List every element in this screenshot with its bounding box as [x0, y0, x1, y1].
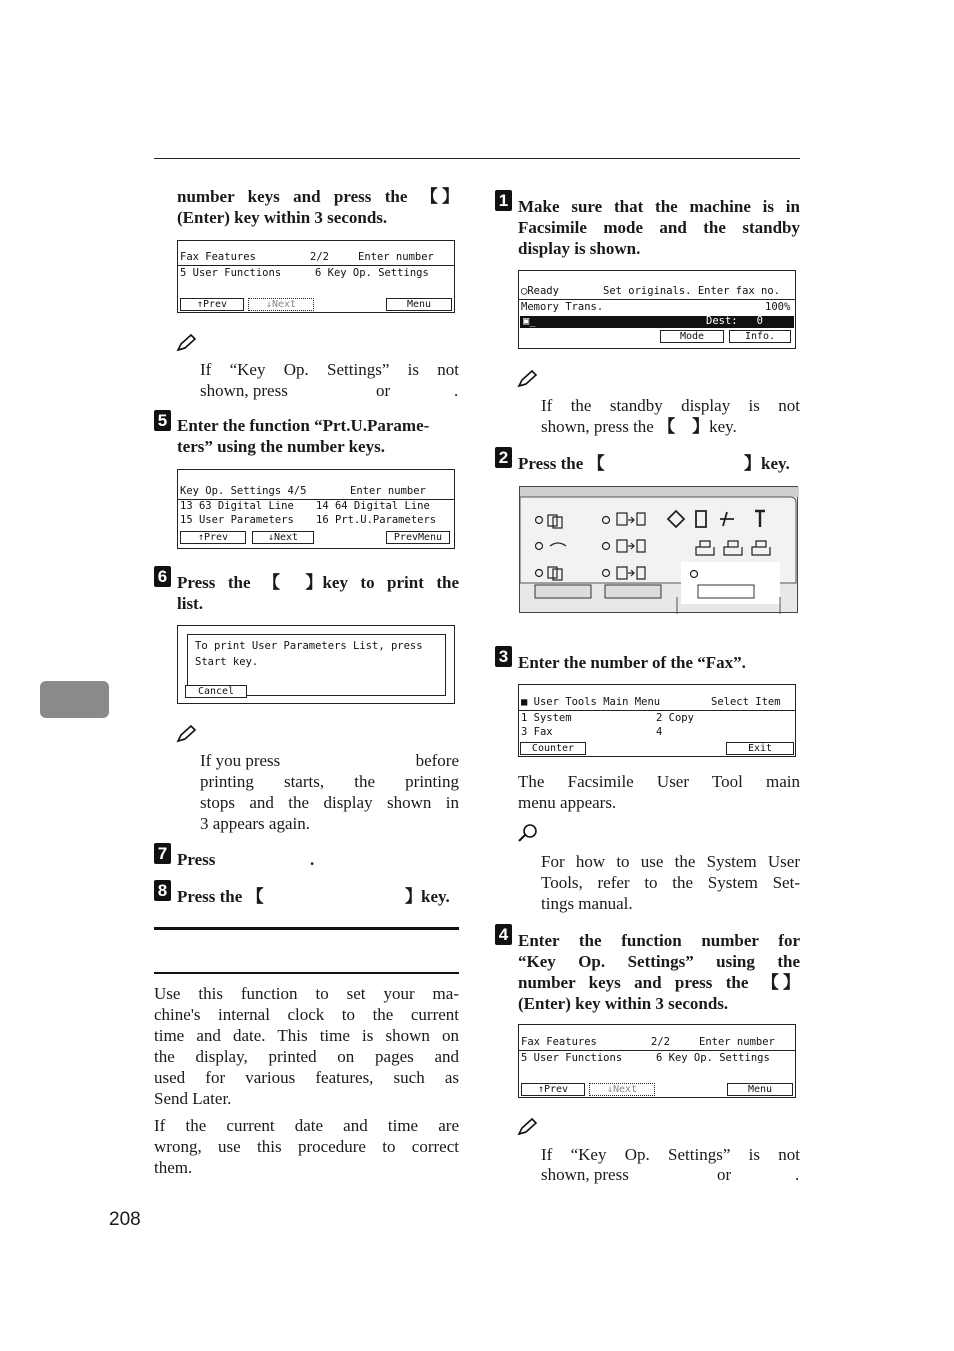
step4-line1: Enter the function number for [518, 931, 800, 950]
step-3-number: 3 [495, 646, 512, 667]
lcd-prompt: Enter number [699, 1036, 775, 1048]
fax-destination-icon: ▣_ [523, 315, 536, 327]
lcd-row2a: 15 User Parameters [180, 514, 294, 526]
step2-text: Press the 【 】 key. [518, 454, 790, 473]
section-para-1: Use this function to set your ma- chine's internal clock to the current time and date. This time is shown on the display, printed on pages and used for various features, such as Send Later. [154, 984, 459, 1108]
note-pencil-icon [517, 369, 539, 389]
lcd-row1b: 14 64 Digital Line [316, 500, 430, 512]
lcd-line-a: 5 User Functions [521, 1052, 623, 1064]
step4-line3: number keys and press the 【 】 [518, 973, 800, 992]
lcd-cancel-button[interactable]: Cancel [185, 685, 247, 698]
lcd-print-line2: Start key. [195, 656, 259, 668]
lcd-line-b: 6 Key Op. Settings [315, 267, 429, 279]
lcd-line-a: 5 User Functions [180, 267, 282, 279]
lcd-r2a: 3 Fax [521, 726, 553, 738]
lcd-prompt: Enter number [358, 251, 434, 263]
step-4-number: 4 [495, 924, 512, 945]
ready-circle-icon: ◯ [521, 285, 528, 297]
lcd-prev-button[interactable]: ↑Prev [521, 1083, 585, 1096]
lcd-prevmenu-button[interactable]: PrevMenu [386, 531, 450, 544]
note-pencil-icon [176, 333, 198, 353]
lcd-page: 2/2 [310, 251, 329, 263]
step4-line2: “Key Op. Settings” using the [518, 952, 800, 971]
note-pencil-icon [517, 1117, 539, 1137]
intro-line-1: number keys and press the 【 】 [177, 187, 459, 206]
lcd-info-button[interactable]: Info. [729, 330, 791, 343]
step6-line1: Press the 【 】key to print the [177, 573, 459, 592]
step-5-number: 5 [154, 410, 171, 431]
lcd-memory-trans: Memory Trans. [521, 301, 604, 313]
lcd-prev-button[interactable]: ↑Prev [180, 531, 246, 544]
lcd-dest: Dest: 0 [706, 315, 763, 327]
note3-line2: shown, press the 【 】key. [541, 417, 737, 436]
lcd-fax-features-right [518, 1024, 796, 1098]
note4-line1: If “Key Op. Settings” is not [541, 1145, 800, 1164]
after-step3-para: The Facsimile User Tool main menu appears. [518, 772, 800, 812]
lcd-fax-features-left [177, 240, 455, 313]
lcd-set-originals: Set originals. Enter fax no. [603, 285, 781, 297]
step-7-number: 7 [154, 843, 171, 864]
lcd-user-tools-menu: ■ User Tools Main Menu Select Item 1 System 2 Copy 3 Fax 4 Counter Exit [518, 684, 796, 757]
note2-line1: If you press before [200, 751, 459, 770]
note2-line2: printing starts, the printing [200, 772, 459, 791]
lcd-r1b: 2 Copy [656, 712, 694, 724]
lcd-select-item: Select Item [711, 696, 781, 708]
lcd-exit-button[interactable]: Exit [726, 742, 794, 755]
lcd-line-b: 6 Key Op. Settings [656, 1052, 770, 1064]
lcd-title: Fax Features [521, 1036, 597, 1048]
lcd-title: Fax Features [180, 251, 256, 263]
menu-square-icon: ■ [521, 696, 528, 708]
lcd-page: 2/2 [651, 1036, 670, 1048]
step8-text: Press the 【 】 key. [177, 887, 450, 906]
header-rule [154, 158, 800, 159]
step1-line3: display is shown. [518, 239, 641, 258]
step-2-number: 2 [495, 447, 512, 468]
note4-line2: shown, press or . [541, 1165, 800, 1184]
lcd-menu-button[interactable]: Menu [386, 298, 452, 311]
step5-line2: ters” using the number keys. [177, 437, 385, 456]
note2-line4: 3 appears again. [200, 814, 310, 833]
lcd-next-button[interactable]: ↓Next [248, 298, 314, 311]
lcd-print-line1: To print User Parameters List, press [195, 640, 423, 652]
note-pencil-icon [176, 724, 198, 744]
step7-text: Press . [177, 850, 315, 869]
control-panel-illustration [519, 486, 798, 613]
lcd-menu-button[interactable]: Menu [727, 1083, 793, 1096]
reference-magnifier-icon [517, 823, 539, 843]
lcd-standby: ◯Ready Set originals. Enter fax no. Memory Trans. 100% ▣_ Dest: 0 Mode Info. [518, 270, 796, 349]
page-number: 208 [109, 1209, 141, 1230]
lcd-print-list [177, 625, 455, 704]
step5-line1: Enter the function “Prt.U.Parame- [177, 416, 430, 435]
lcd-prompt: Enter number [350, 485, 426, 497]
note2-line3: stops and the display shown in [200, 793, 459, 812]
section-rule-top [154, 927, 459, 930]
lcd-percent: 100% [765, 301, 791, 313]
step-1-number: 1 [495, 190, 512, 211]
lcd-row1a: 13 63 Digital Line [180, 500, 294, 512]
lcd-prev-button[interactable]: ↑Prev [180, 298, 244, 311]
lcd-title: Key Op. Settings 4/5 [180, 485, 307, 497]
step3-text: Enter the number of the “Fax”. [518, 653, 746, 672]
section-para-2: If the current date and time are wrong, use this procedure to correct them. [154, 1116, 459, 1177]
intro-line-2: (Enter) key within 3 seconds. [177, 208, 388, 227]
note3-line1: If the standby display is not [541, 396, 800, 415]
step1-line1: Make sure that the machine is in [518, 197, 800, 216]
lcd-r2b: 4 [656, 726, 663, 738]
step-8-number: 8 [154, 880, 171, 901]
lcd-key-op-settings [177, 469, 455, 549]
step1-line2: Facsimile mode and the standby [518, 218, 800, 237]
step4-line4: (Enter) key within 3 seconds. [518, 994, 729, 1013]
lcd-next-button[interactable]: ↓Next [252, 531, 314, 544]
lcd-row2b: 16 Prt.U.Parameters [316, 514, 437, 526]
lcd-r1a: 1 System [521, 712, 572, 724]
lcd-next-button[interactable]: ↓Next [589, 1083, 655, 1096]
chapter-tab [40, 681, 109, 718]
note1-line1: If “Key Op. Settings” is not [200, 360, 459, 379]
section-rule-bottom [154, 972, 459, 974]
lcd-counter-button[interactable]: Counter [520, 742, 586, 755]
reference-para: For how to use the System User Tools, refer to the System Set- tings manual. [541, 852, 800, 913]
note1-line2: shown, press or . [200, 381, 459, 400]
step6-line2: list. [177, 594, 203, 613]
lcd-mode-button[interactable]: Mode [660, 330, 724, 343]
step-6-number: 6 [154, 566, 171, 587]
